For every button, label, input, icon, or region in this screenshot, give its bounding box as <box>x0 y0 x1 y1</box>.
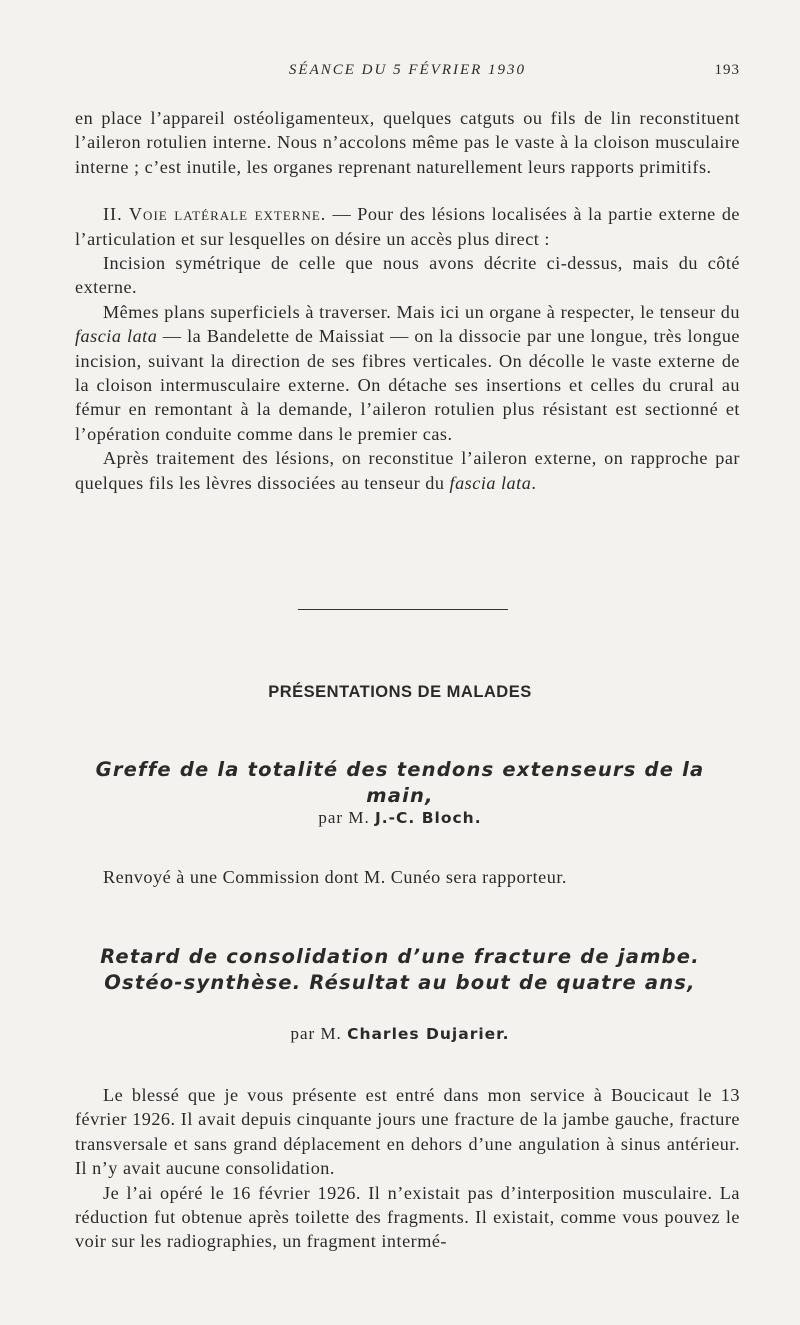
subsection-heading: II. Voie latérale externe. <box>103 204 327 225</box>
paragraph-planes-b: — la Bandelette de Maissiat — on la dissocie par une longue, très longue incision, suivant la direction de ses fibres verticales. On décolle le vaste externe de la cloison intermusculaire externe. On détache ses insertions et celles du crural au fémur en remontant à la demande, l’aileron rotulien plus résistant est sectionné et l’opération conduite comme dans le premier cas. <box>75 326 740 444</box>
fascia-lata-term: fascia lata <box>449 472 532 493</box>
paragraph-lateral-approach-text: — Pour des lésions localisées à la partie externe de l’articulation et sur lesquelles on désire un accès plus direct : <box>75 204 741 249</box>
paragraph-planes-a: Mêmes plans superficiels à traverser. Mais ici un organe à respecter, le tenseur du <box>103 301 740 322</box>
paper2-byline <box>0 1024 800 1044</box>
paper2-paragraph-1: Le blessé que je vous présente est entré dans mon service à Boucicaut le 13 février 1926. Il avait depuis cinquante jours une fracture de la jambe gauche, fracture transversale et sans grand déplacement en dehors d’une angulation à sinus antérieur. Il n’y avait aucune consolidation. <box>75 1085 740 1179</box>
fascia-lata-term: fascia lata <box>75 326 158 347</box>
top-section <box>75 106 740 495</box>
paragraph-incision: Incision symétrique de celle que nous avons décrite ci-dessus, mais du côté externe. <box>75 253 740 298</box>
page-number: 193 <box>714 62 740 78</box>
running-head <box>75 62 740 84</box>
paper2-author: Charles Dujarier. <box>347 1025 510 1043</box>
paper1-title: Greffe de la totalité des tendons extenseurs de la main, <box>95 758 705 807</box>
paper2-paragraph-2: Je l’ai opéré le 16 février 1926. Il n’existait pas d’interposition musculaire. La réduction fut obtenue après toilette des fragments. Il existait, comme vous pouvez le voir sur les radiographies, un fragment intermé- <box>75 1182 740 1252</box>
paragraph-repair-b: . <box>531 472 537 493</box>
paragraph-repair <box>75 446 740 495</box>
paper1-byline <box>0 808 800 828</box>
section-title: PRÉSENTATIONS DE MALADES <box>268 683 532 701</box>
paper2-body <box>75 1083 740 1254</box>
byline-prefix: par M. <box>290 1024 348 1043</box>
paragraph-closing: en place l’appareil ostéoligamenteux, quelques catguts ou fils de lin reconstituent l’aileron rotulien interne. Nous n’accolons même pas le vaste à la cloison musculaire interne ; c’est inutile, les organes reprenant naturellement leurs rapports primitifs. <box>75 108 740 177</box>
paper2-title <box>60 944 740 996</box>
running-head-title: SÉANCE DU 5 FÉVRIER 1930 <box>288 62 527 78</box>
paragraph-planes <box>75 300 740 446</box>
section-divider <box>298 609 508 610</box>
paragraph-repair-a: Après traitement des lésions, on reconstitue l’aileron externe, on rapproche par quelques fils les lèvres dissociées au tenseur du <box>75 448 740 493</box>
paper1-author: J.-C. Bloch. <box>374 809 482 827</box>
paper2-title-line2: Ostéo-synthèse. Résultat au bout de quatre ans, <box>104 971 696 994</box>
byline-prefix: par M. <box>318 808 375 827</box>
paragraph-lateral-approach <box>75 202 740 251</box>
paper2-title-line1: Retard de consolidation d’une fracture de jambe. <box>100 945 700 968</box>
commission-note: Renvoyé à une Commission dont M. Cunéo sera rapporteur. <box>103 867 567 887</box>
